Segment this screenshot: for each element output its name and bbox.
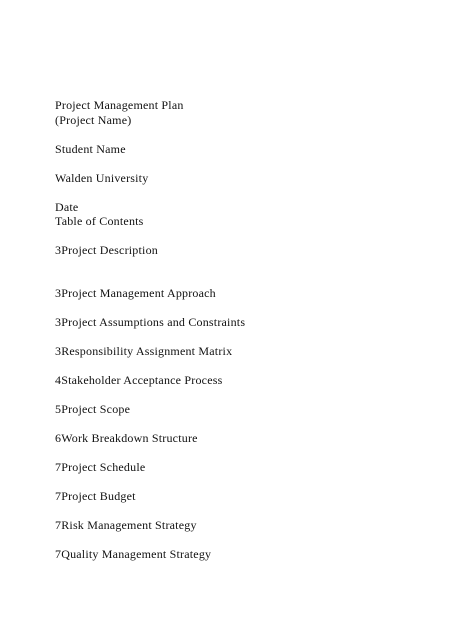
toc-entry[interactable]: 7Risk Management Strategy xyxy=(55,518,197,532)
toc-entry[interactable]: 3Responsibility Assignment Matrix xyxy=(55,344,233,358)
toc-entry[interactable]: 4Stakeholder Acceptance Process xyxy=(55,373,223,387)
toc-heading: Table of Contents xyxy=(55,214,144,228)
toc-entry[interactable]: 5Project Scope xyxy=(55,402,131,416)
toc-entry[interactable]: 7Project Budget xyxy=(55,489,136,503)
date-line: Date xyxy=(55,200,79,214)
toc-entry[interactable]: 3Project Description xyxy=(55,243,158,257)
document-title: Project Management Plan xyxy=(55,98,184,112)
project-name: (Project Name) xyxy=(55,113,132,127)
university-name: Walden University xyxy=(55,171,149,185)
toc-entry[interactable]: 7Quality Management Strategy xyxy=(55,547,212,561)
toc-entry[interactable]: 3Project Management Approach xyxy=(55,286,216,300)
toc-entry[interactable]: 3Project Assumptions and Constraints xyxy=(55,315,246,329)
student-name: Student Name xyxy=(55,142,126,156)
toc-entry[interactable]: 6Work Breakdown Structure xyxy=(55,431,198,445)
toc-entry[interactable]: 7Project Schedule xyxy=(55,460,146,474)
